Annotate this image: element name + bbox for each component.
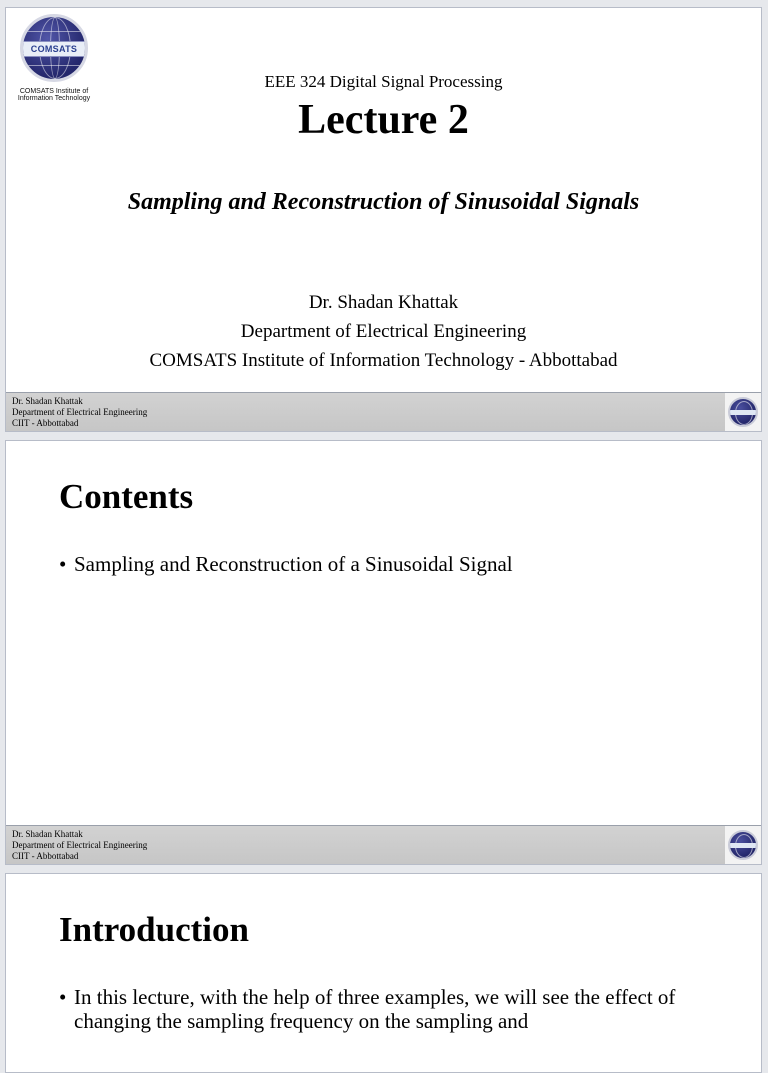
bullet-list: [59, 552, 709, 576]
footer-campus: CIIT - Abbottabad: [12, 851, 79, 861]
logo-banner-text: COMSATS: [21, 41, 87, 57]
logo-caption: COMSATS Institute of Information Technology: [17, 88, 91, 102]
author-institute: COMSATS Institute of Information Technology - Abbottabad: [149, 350, 618, 371]
course-title: EEE 324 Digital Signal Processing: [264, 72, 503, 91]
lecture-title: Lecture 2: [298, 97, 469, 143]
bullet-list: [59, 985, 709, 1033]
slide-heading: Introduction: [59, 910, 249, 949]
author-name: Dr. Shadan Khattak: [308, 292, 459, 313]
footer-department: Department of Electrical Engineering: [12, 407, 148, 417]
footer-author: Dr. Shadan Khattak: [12, 829, 83, 839]
comsats-globe-icon: [728, 397, 758, 427]
lecture-subtitle: Sampling and Reconstruction of Sinusoidal Signals: [127, 189, 640, 215]
slide-footer: [6, 392, 761, 431]
bullet-icon: •: [59, 985, 67, 1009]
author-block: [6, 288, 761, 375]
bullet-icon: •: [59, 552, 67, 576]
comsats-globe-icon: [728, 830, 758, 860]
author-department: Department of Electrical Engineering: [240, 321, 527, 342]
slide-3: [5, 873, 762, 1073]
list-item: • In this lecture, with the help of three examples, we will see the effect of changing the sampling frequency on the sampling and: [59, 985, 676, 1033]
footer-author: Dr. Shadan Khattak: [12, 396, 83, 406]
footer-campus: CIIT - Abbottabad: [12, 418, 79, 428]
footer-department: Department of Electrical Engineering: [12, 840, 148, 850]
list-item: • Sampling and Reconstruction of a Sinusoidal Signal: [59, 552, 513, 576]
slide-2: [5, 440, 762, 865]
slide-footer: [6, 825, 761, 864]
slide-heading: Contents: [59, 477, 194, 516]
slide-1: [5, 7, 762, 432]
